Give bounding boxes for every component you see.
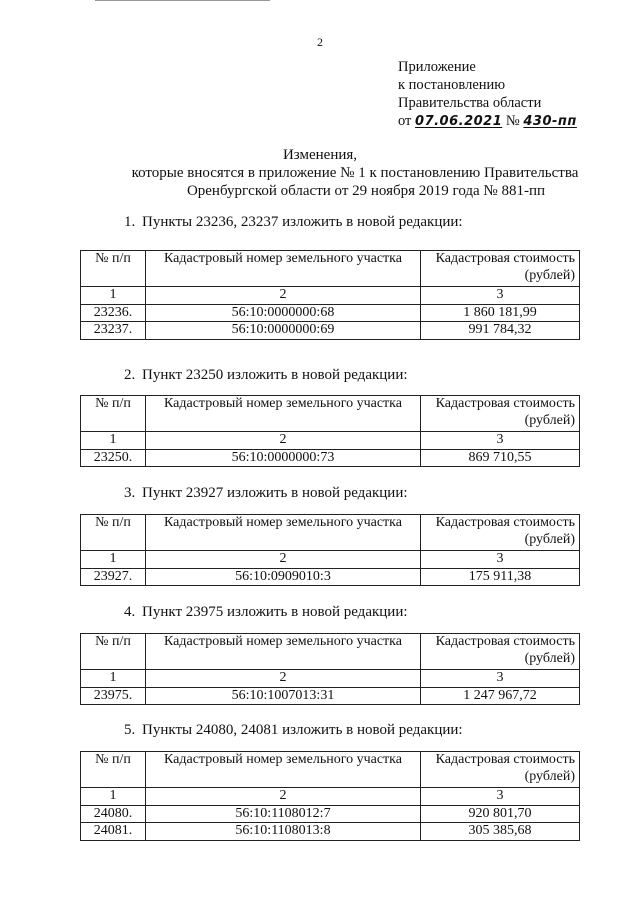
cadastral-number: 56:10:0000000:69 xyxy=(146,322,421,340)
table-index-row xyxy=(81,551,580,569)
table-header-row xyxy=(81,752,580,788)
cadastral-number: 56:10:0909010:3 xyxy=(146,568,421,586)
section-title-text: Пункт 23975 изложить в новой редакции: xyxy=(142,604,408,620)
cadastral-cost: 305 385,68 xyxy=(421,823,580,841)
cadastral-number: 56:10:0000000:73 xyxy=(146,449,421,467)
index-cell: 3 xyxy=(421,788,580,806)
header-cost-line-1: Кадастровая стоимость xyxy=(435,634,575,649)
header-cost-line-2: (рублей) xyxy=(524,531,575,547)
index-cell: 2 xyxy=(146,670,421,688)
row-number: 23236. xyxy=(81,304,146,322)
header-cadastral-number: Кадастровый номер земельного участка xyxy=(146,251,421,287)
table-index-row xyxy=(81,788,580,806)
handwritten-date: 07.06.2021 xyxy=(415,114,503,129)
row-number: 23927. xyxy=(81,568,146,586)
page-number: 2 xyxy=(317,35,323,49)
section-title xyxy=(124,214,463,231)
index-cell: 3 xyxy=(421,432,580,450)
header-cost-line-2: (рублей) xyxy=(524,650,575,666)
header-cost-line-2: (рублей) xyxy=(524,768,575,784)
header-cadastral-cost xyxy=(421,634,580,670)
index-cell: 3 xyxy=(421,670,580,688)
row-number: 23250. xyxy=(81,449,146,467)
appendix-block xyxy=(398,58,577,131)
cadastral-table xyxy=(80,633,580,705)
header-cost-line-1: Кадастровая стоимость xyxy=(435,396,575,411)
appendix-line-3: Правительства области xyxy=(398,95,542,111)
index-cell: 2 xyxy=(146,287,421,305)
header-cadastral-number: Кадастровый номер земельного участка xyxy=(146,396,421,432)
table-index-row xyxy=(81,287,580,305)
section-title-text: Пункты 24080, 24081 изложить в новой редакции: xyxy=(142,722,463,738)
cadastral-number: 56:10:1108012:7 xyxy=(146,805,421,823)
heading-line-2: которые вносятся в приложение № 1 к постановлению Правительства xyxy=(131,165,579,181)
index-cell: 2 xyxy=(146,432,421,450)
row-number: 24080. xyxy=(81,805,146,823)
index-cell: 2 xyxy=(146,551,421,569)
index-cell: 1 xyxy=(81,287,146,305)
document-heading xyxy=(0,146,640,200)
header-cadastral-number: Кадастровый номер земельного участка xyxy=(146,634,421,670)
header-number: № п/п xyxy=(81,634,146,670)
row-number: 23975. xyxy=(81,687,146,705)
header-number: № п/п xyxy=(81,515,146,551)
header-cadastral-number: Кадастровый номер земельного участка xyxy=(146,752,421,788)
table-row xyxy=(81,322,580,340)
header-cost-line-1: Кадастровая стоимость xyxy=(435,752,575,767)
index-cell: 3 xyxy=(421,287,580,305)
section-title xyxy=(124,722,463,739)
table-header-row xyxy=(81,634,580,670)
section-title-text: Пункт 23250 изложить в новой редакции: xyxy=(142,367,408,383)
cadastral-table xyxy=(80,250,580,340)
index-cell: 1 xyxy=(81,551,146,569)
section-number: 2. xyxy=(124,367,136,383)
index-cell: 1 xyxy=(81,788,146,806)
appendix-date-line xyxy=(398,112,577,131)
appendix-line-2: к постановлению xyxy=(398,77,506,93)
cadastral-number: 56:10:1108013:8 xyxy=(146,823,421,841)
row-number: 24081. xyxy=(81,823,146,841)
handwritten-number: 430-пп xyxy=(523,114,577,129)
header-cadastral-cost xyxy=(421,752,580,788)
header-number: № п/п xyxy=(81,396,146,432)
section-title xyxy=(124,604,408,621)
table-row xyxy=(81,805,580,823)
section-number: 5. xyxy=(124,722,136,738)
header-cost-line-2: (рублей) xyxy=(524,412,575,428)
cadastral-cost: 869 710,55 xyxy=(421,449,580,467)
row-number: 23237. xyxy=(81,322,146,340)
table-header-row xyxy=(81,251,580,287)
table-row xyxy=(81,304,580,322)
table-row xyxy=(81,449,580,467)
table-header-row xyxy=(81,396,580,432)
appendix-line-1: Приложение xyxy=(398,59,476,75)
section-title xyxy=(124,367,408,384)
number-prefix: № xyxy=(505,113,520,129)
cadastral-cost: 991 784,32 xyxy=(421,322,580,340)
header-cadastral-cost xyxy=(421,251,580,287)
table-row xyxy=(81,823,580,841)
heading-line-1: Изменения, xyxy=(282,147,358,163)
table-row xyxy=(81,568,580,586)
cadastral-number: 56:10:0000000:68 xyxy=(146,304,421,322)
table-header-row xyxy=(81,515,580,551)
cadastral-number: 56:10:1007013:31 xyxy=(146,687,421,705)
cadastral-cost: 175 911,38 xyxy=(421,568,580,586)
cadastral-cost: 1 860 181,99 xyxy=(421,304,580,322)
cadastral-cost: 920 801,70 xyxy=(421,805,580,823)
index-cell: 3 xyxy=(421,551,580,569)
top-rule xyxy=(95,0,270,1)
section-title xyxy=(124,485,408,502)
cadastral-table xyxy=(80,514,580,586)
section-title-text: Пункт 23927 изложить в новой редакции: xyxy=(142,485,408,501)
index-cell: 1 xyxy=(81,670,146,688)
header-cadastral-number: Кадастровый номер земельного участка xyxy=(146,515,421,551)
table-index-row xyxy=(81,670,580,688)
header-number: № п/п xyxy=(81,251,146,287)
index-cell: 2 xyxy=(146,788,421,806)
section-number: 4. xyxy=(124,604,136,620)
section-title-text: Пункты 23236, 23237 изложить в новой редакции: xyxy=(142,214,463,230)
header-cost-line-1: Кадастровая стоимость xyxy=(435,515,575,530)
table-row xyxy=(81,687,580,705)
header-cost-line-2: (рублей) xyxy=(524,267,575,283)
index-cell: 1 xyxy=(81,432,146,450)
section-number: 3. xyxy=(124,485,136,501)
header-number: № п/п xyxy=(81,752,146,788)
section-number: 1. xyxy=(124,214,136,230)
cadastral-table xyxy=(80,395,580,467)
cadastral-cost: 1 247 967,72 xyxy=(421,687,580,705)
header-cost-line-1: Кадастровая стоимость xyxy=(435,251,575,266)
heading-line-3: Оренбургской области от 29 ноября 2019 года № 881-пп xyxy=(186,183,546,199)
date-prefix: от xyxy=(398,113,412,129)
header-cadastral-cost xyxy=(421,396,580,432)
header-cadastral-cost xyxy=(421,515,580,551)
table-index-row xyxy=(81,432,580,450)
cadastral-table xyxy=(80,751,580,841)
